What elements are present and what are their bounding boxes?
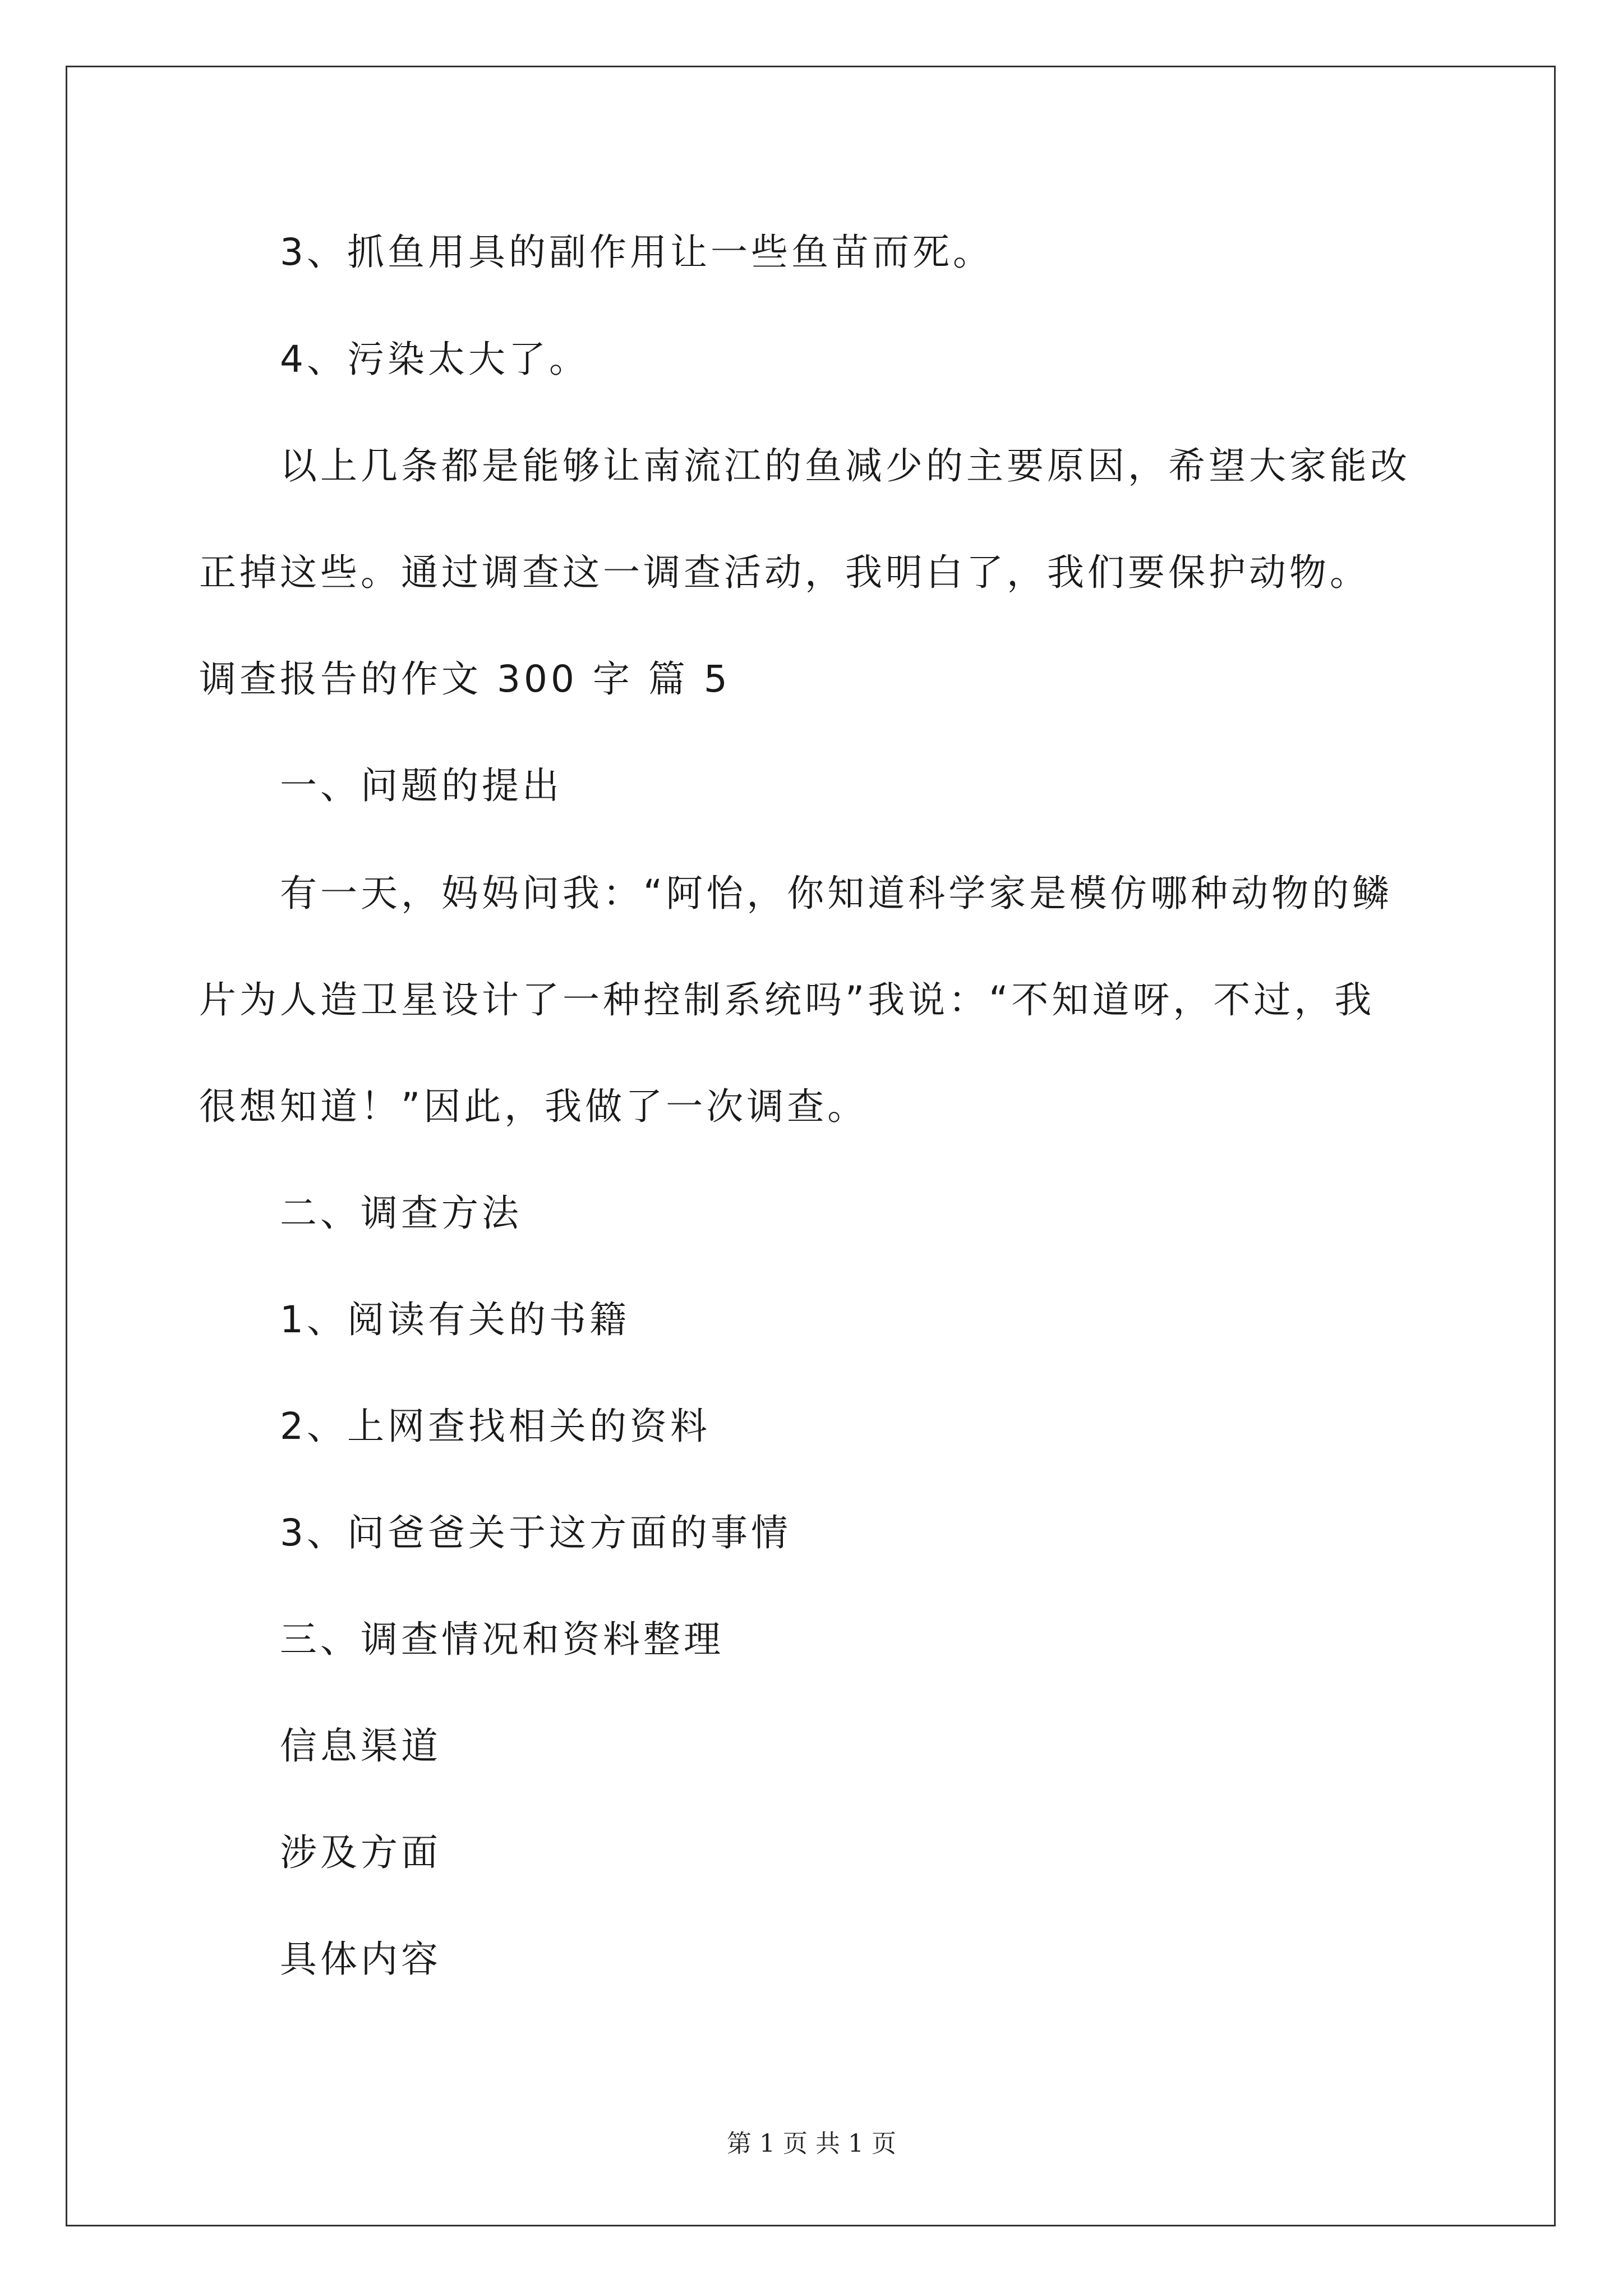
method-item-3: 3、问爸爸关于这方面的事情 <box>280 1511 791 1554</box>
page-number-footer: 第 1 页 共 1 页 <box>727 2129 896 2158</box>
list-item-4-pollution: 4、污染太大了。 <box>280 338 589 381</box>
table-label-channel: 信息渠道 <box>280 1724 441 1768</box>
paragraph-conclusion-line-1: 以上几条都是能够让南流江的鱼减少的主要原因，希望大家能改 <box>280 444 1410 487</box>
paragraph-conclusion-line-2: 正掉这些。通过调查这一调查活动，我明白了，我们要保护动物。 <box>199 551 1370 594</box>
heading-problem-raised: 一、问题的提出 <box>280 764 562 807</box>
page-border <box>66 66 1556 2226</box>
method-item-1: 1、阅读有关的书籍 <box>280 1298 630 1341</box>
list-item-3-fishing-tools: 3、抓鱼用具的副作用让一些鱼苗而死。 <box>280 231 993 274</box>
paragraph-story-line-3: 很想知道！”因此，我做了一次调查。 <box>199 1085 868 1128</box>
paragraph-story-line-2: 片为人造卫星设计了一种控制系统吗”我说：“不知道呀，不过，我 <box>199 978 1375 1022</box>
section-heading-essay-5: 调查报告的作文 300 字 篇 5 <box>199 657 731 701</box>
heading-survey-method: 二、调查方法 <box>280 1191 522 1235</box>
table-label-content: 具体内容 <box>280 1938 441 1981</box>
heading-survey-results: 三、调查情况和资料整理 <box>280 1618 724 1661</box>
table-label-aspect: 涉及方面 <box>280 1831 441 1874</box>
paragraph-story-line-1: 有一天，妈妈问我：“阿怡，你知道科学家是模仿哪种动物的鳞 <box>280 872 1393 915</box>
method-item-2: 2、上网查找相关的资料 <box>280 1405 711 1448</box>
